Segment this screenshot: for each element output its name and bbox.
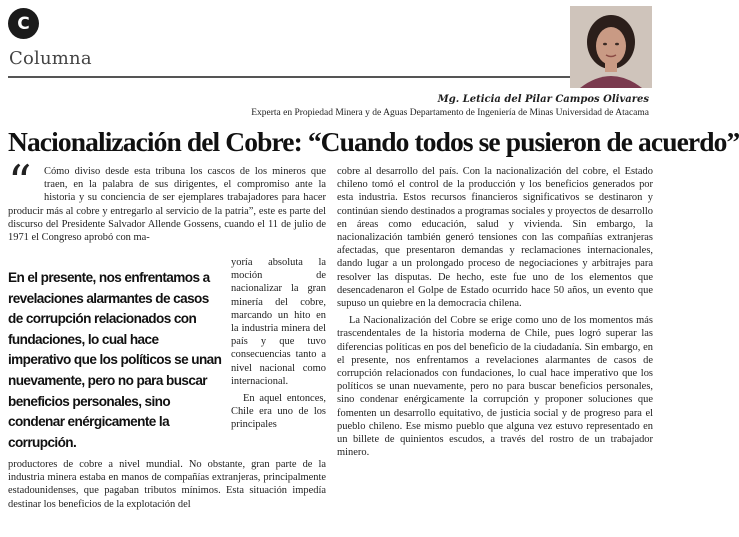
pull-quote: En el presente, nos enfrentamos a revelaciones alarmantes de casos de corrupción relacionados con fundaciones, lo cual hace imperativo que los políticos se unan nuevamente, pero no para buscar beneficios personales, sino condenar enérgicamente la corrupción. (8, 270, 222, 450)
section-badge: C (8, 8, 39, 39)
article-right-column (337, 165, 653, 459)
article-narrow-column (231, 256, 326, 432)
author-photo (570, 6, 652, 88)
header-divider (8, 76, 586, 78)
author-role: Experta en Propiedad Minera y de Aguas Departamento de Ingeniería de Minas Universidad de Atacama (251, 108, 649, 118)
left-bottom-paragraph: productores de cobre a nivel mundial. No obstante, gran parte de la industria minera estaba en manos de compañías extranjeras, principalmente estadounidenses, que pagaban tributos mínimos. Esta situación impedía destinar los beneficios de la explotación del (8, 459, 326, 510)
section-title: Columna (9, 48, 92, 69)
article-intro-column (8, 155, 326, 244)
narrow-paragraph-1: yoría absoluta la moción de nacionalizar la gran minería del cobre, marcando un hito en la industria minera del país y que tuvo consecuencias tanto a nivel nacional como internacional. (231, 257, 326, 387)
right-paragraph-2: La Nacionalización del Cobre se erige como uno de los momentos más trascendentales de la historia moderna de Chile, pues logró superar las diferencias políticas en pos del beneficio de la ciudadanía. Sin embargo, en el presente, nos enfrentamos a revelaciones alarmantes de casos de corrupción relacionados con fundaciones, lo cual hace imperativo que los políticos se unan nuevamente, pero no para buscar beneficios personales, sino condenar enérgicamente la corrupción y proponer soluciones que fomenten un desarrollo equitativo, de justicia social y de progreso para el pueblo chileno. Ese mismo pueblo que alguna vez estuvo representado en un billete de quinientos escudos, a través del rostro de un trabajador minero. (337, 315, 653, 459)
right-paragraph-1: cobre al desarrollo del país. Con la nacionalización del cobre, el Estado chileno tomó el control de la producción y los beneficios generados por esta industria. Estos recursos financieros significativos se destinaron y continúan siendo destinados a programas sociales y proyectos de desarrollo en áreas como educación, salud y vivienda. Sin embargo, la nacionalización también generó tensiones con las compañías extranjeras afectadas, que presentaron demandas y reclamaciones internacionales, dando lugar a un prolongado proceso de negociaciones y arbitrajes para resolver las disputas. De hecho, este fue uno de los elementos que desencadenaron el Golpe de Estado ocurrido hace 50 años, un evento que supuso un quiebre en la democracia chilena. (337, 166, 653, 310)
narrow-paragraph-2: En aquel entonces, Chile era uno de los principales (231, 393, 326, 431)
author-name: Mg. Leticia del Pilar Campos Olivares (437, 94, 649, 105)
author-portrait-icon (570, 6, 652, 88)
article-headline: Nacionalización del Cobre: “Cuando todos se pusieron de acuerdo” (8, 126, 739, 157)
article-intro-text: Cómo diviso desde esta tribuna los cascos de los mineros que traen, en la palabra de sus dirigentes, el compromiso ante la historia y su conciencia de ser ejemplares trabajadores para hacer producir más al cobre y entregarlo al servicio de la patria”, este es parte del discurso del Presidente Salvador Allende Gossens, cuando el 11 de julio de 1971 el Congreso aprobó con ma- (8, 166, 326, 244)
article-left-bottom (8, 458, 326, 511)
quote-mark-icon: “ (8, 155, 32, 209)
